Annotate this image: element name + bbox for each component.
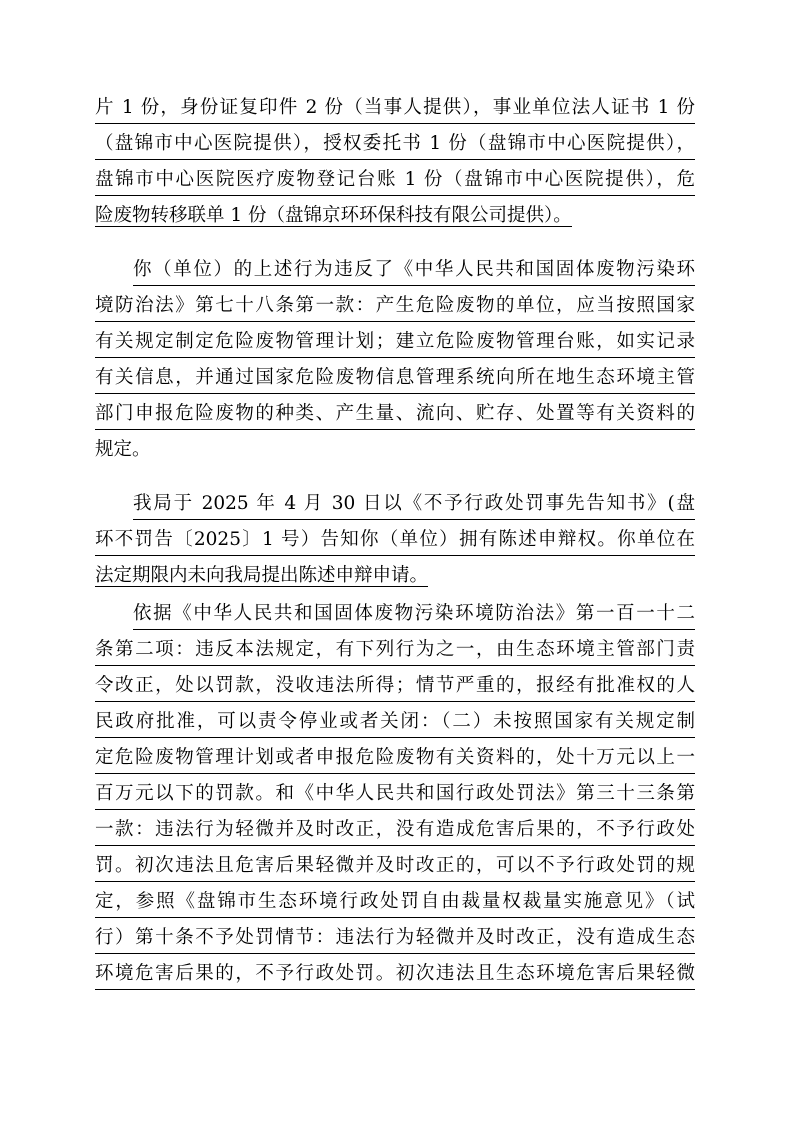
text-line: 有关规定制定危险废物管理计划；建立危险废物管理台账，如实记录 [95, 326, 695, 358]
text-line: 你（单位）的上述行为违反了《中华人民共和国固体废物污染环 [133, 254, 695, 286]
text-line: 盘锦市中心医院医疗废物登记台账 1 份（盘锦市中心医院提供），危 [95, 164, 695, 196]
text-line: （盘锦市中心医院提供），授权委托书 1 份（盘锦市中心医院提供）， [95, 128, 695, 160]
text-line: 依据《中华人民共和国固体废物污染环境防治法》第一百一十二 [133, 598, 695, 630]
text-line: 环境危害后果的，不予行政处罚。初次违法且生态环境危害后果轻微 [95, 958, 695, 990]
text-line [95, 560, 695, 592]
text-line: 民政府批准，可以责令停业或者关闭：（二）未按照国家有关规定制 [95, 706, 695, 738]
text-line: 部门申报危险废物的种类、产生量、流向、贮存、处置等有关资料的 [95, 398, 695, 430]
text-line: 有关信息，并通过国家危险废物信息管理系统向所在地生态环境主管 [95, 362, 695, 394]
text-line [95, 200, 695, 232]
text-line: 令改正，处以罚款，没收违法所得；情节严重的，报经有批准权的人 [95, 670, 695, 702]
text-line: 定危险废物管理计划或者申报危险废物有关资料的，处十万元以上一 [95, 742, 695, 774]
text-line-content: 法定期限内未向我局提出陈述申辩申请。 [95, 565, 429, 586]
text-line: 环不罚告〔2025〕1 号）告知你（单位）拥有陈述申辩权。你单位在 [95, 524, 695, 556]
text-line: 境防治法》第七十八条第一款：产生危险废物的单位，应当按照国家 [95, 290, 695, 322]
text-line: 百万元以下的罚款。和《中华人民共和国行政处罚法》第三十三条第 [95, 778, 695, 810]
text-line: 一款：违法行为轻微并及时改正，没有造成危害后果的，不予行政处 [95, 814, 695, 846]
text-line: 罚。初次违法且危害后果轻微并及时改正的，可以不予行政处罚的规 [95, 850, 695, 882]
text-line-content: 规定。 [95, 439, 151, 460]
text-line: 片 1 份，身份证复印件 2 份（当事人提供），事业单位法人证书 1 份 [95, 92, 695, 124]
text-line [95, 434, 695, 466]
text-line: 条第二项：违反本法规定，有下列行为之一，由生态环境主管部门责 [95, 634, 695, 666]
text-line: 行）第十条不予处罚情节：违法行为轻微并及时改正，没有造成生态 [95, 922, 695, 954]
text-line: 定，参照《盘锦市生态环境行政处罚自由裁量权裁量实施意见》（试 [95, 886, 695, 918]
text-line-content: 险废物转移联单 1 份（盘锦京环环保科技有限公司提供）。 [95, 205, 572, 226]
text-line: 我局于 2025 年 4 月 30 日以《不予行政处罚事先告知书》(盘 [133, 488, 695, 520]
